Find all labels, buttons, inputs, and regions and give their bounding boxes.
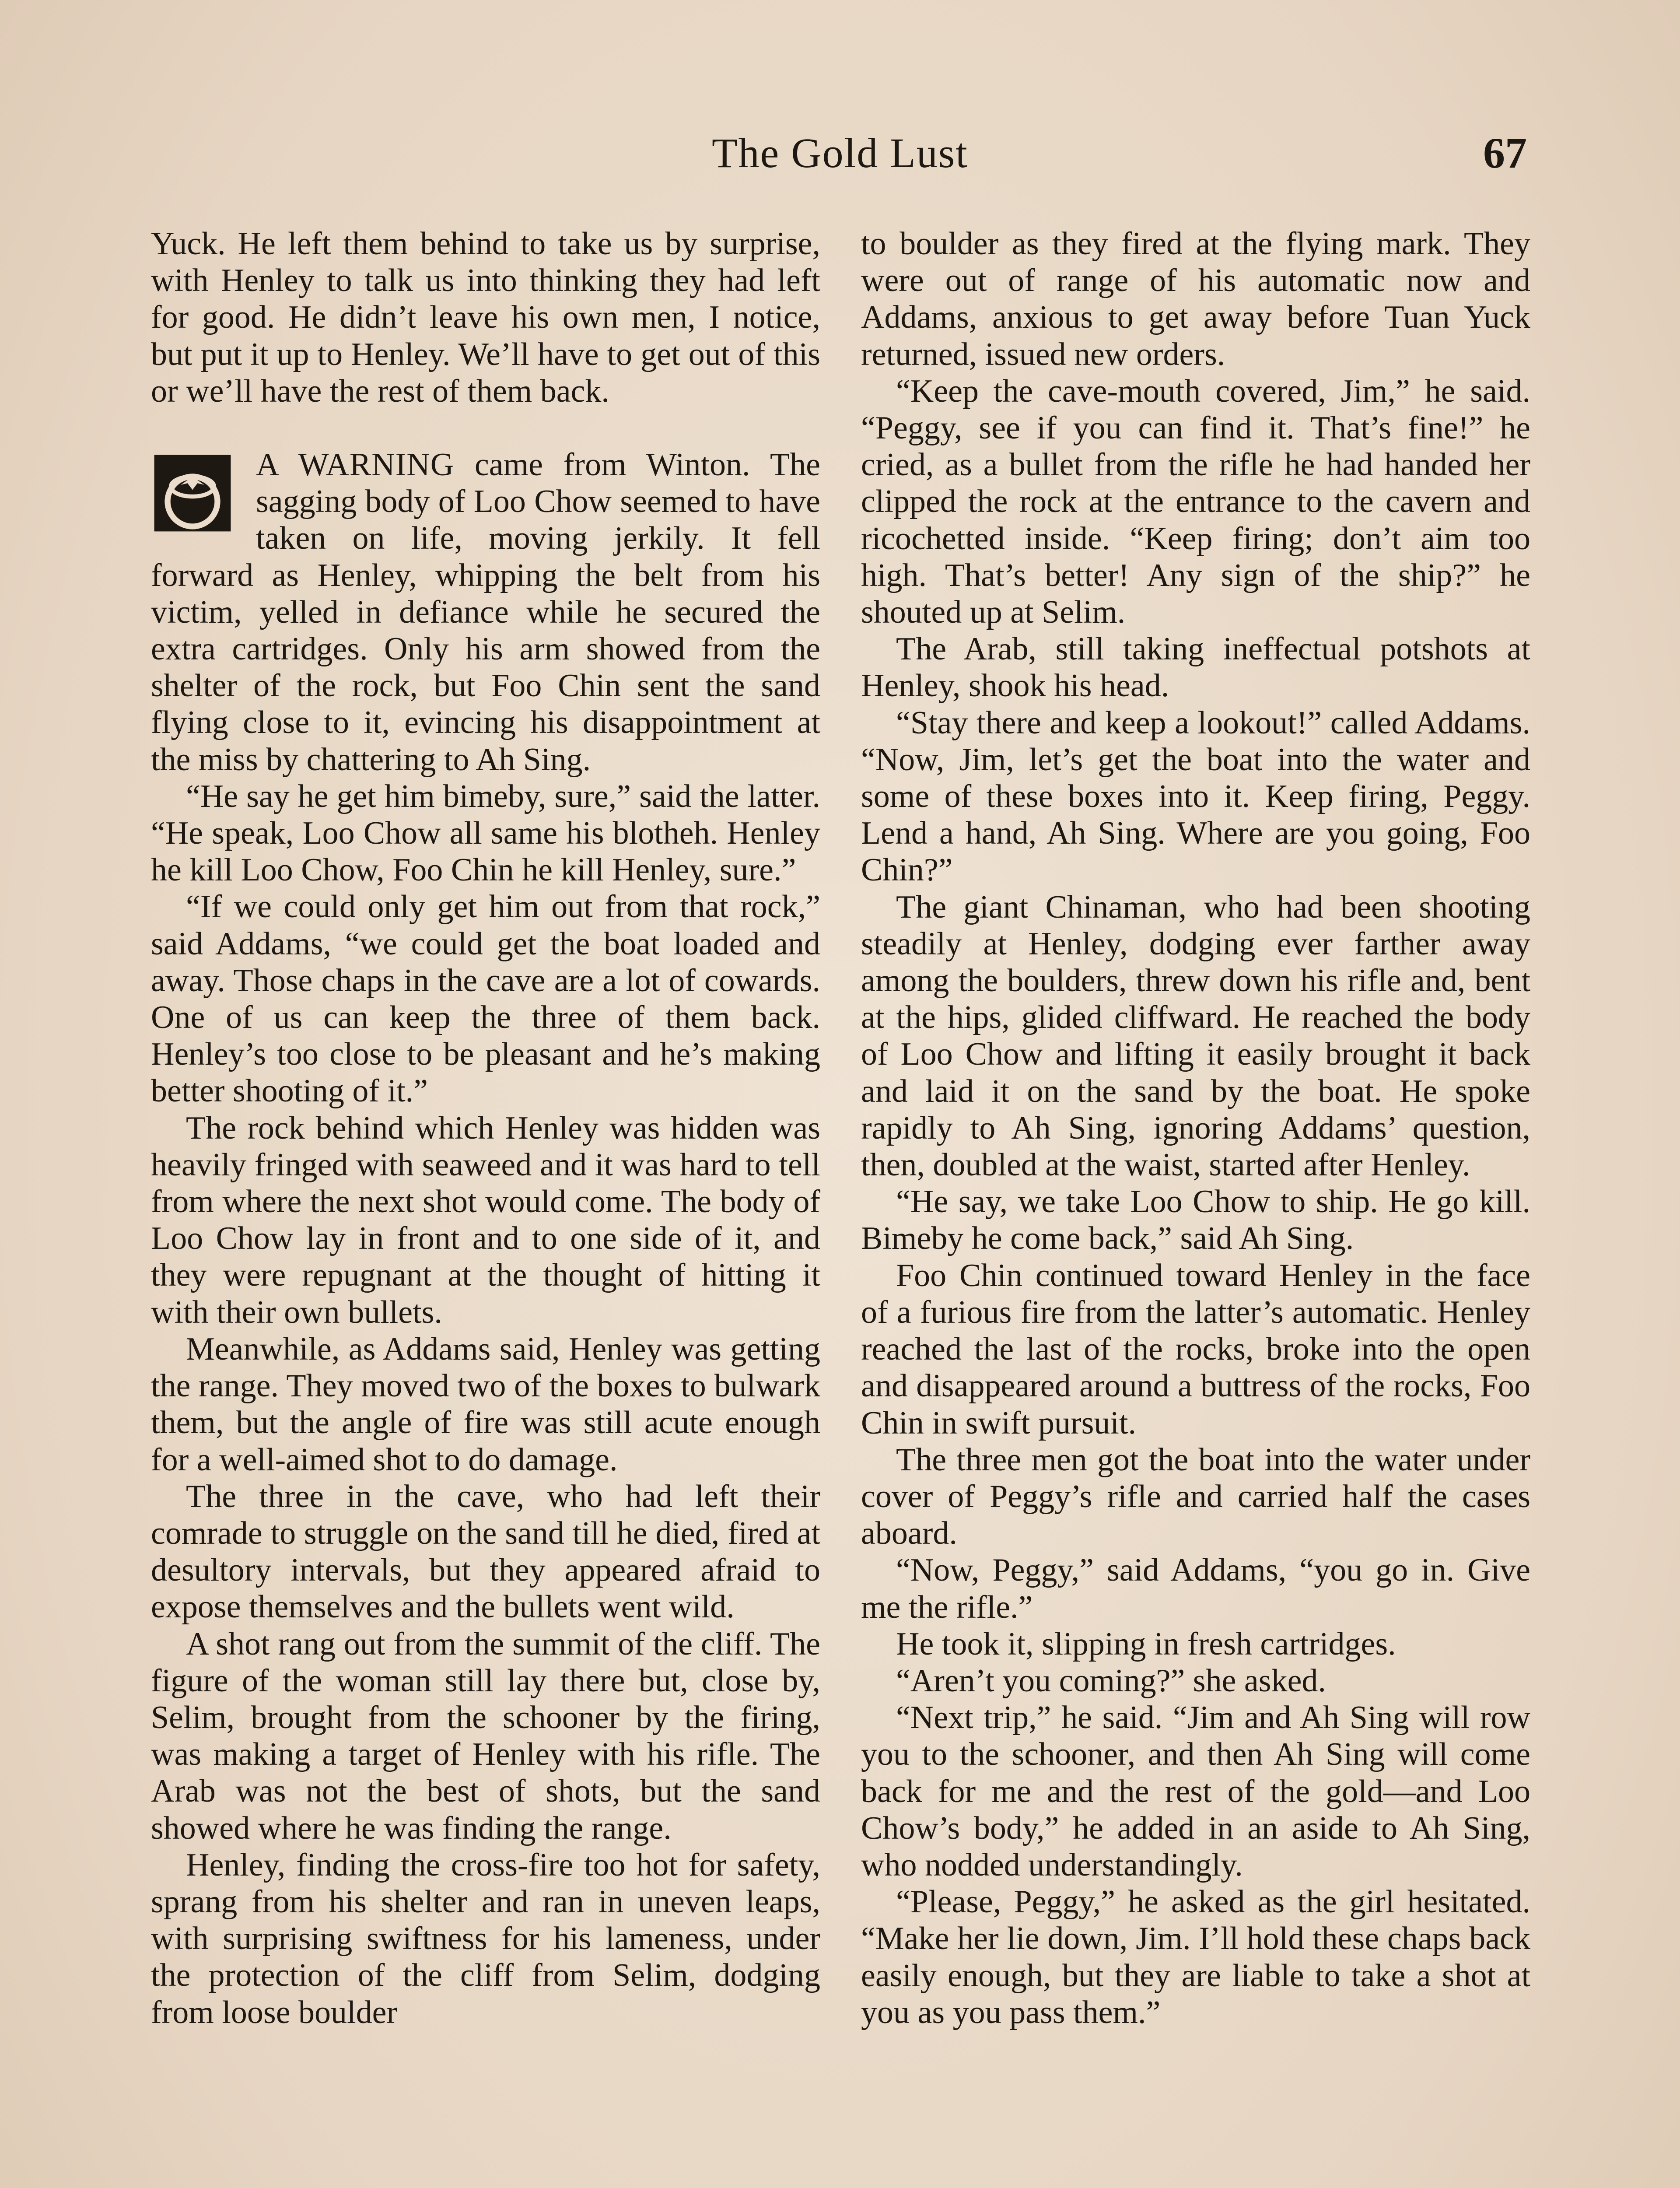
paragraph-text: came from Winton. The sagging body of Loo Chow seemed to have taken on life, moving jerkily. It fell forward as Henley, whipping the belt from his victim, yelled in defiance while he secured the extra cartridges. Only his arm showed from the shelter of the rock, but Foo Chin sent the sand flying close to it, evincing his disappointment at the miss by chattering to Ah Sing. bbox=[151, 447, 820, 778]
ring-ornament-icon bbox=[151, 452, 234, 535]
paragraph: Foo Chin continued toward Henley in the face of a furious fire from the latter’s automatic. Henley reached the last of the rocks, broke into the open and disappeared around a buttress of the rocks, Foo Chin in swift pursuit. bbox=[861, 1257, 1530, 1441]
paragraph: “He say, we take Loo Chow to ship. He go kill. Bimeby he come back,” said Ah Sing. bbox=[861, 1184, 1530, 1257]
running-title: The Gold Lust bbox=[712, 130, 968, 176]
paragraph: to boulder as they fired at the flying mark. They were out of range of his automatic now and Addams, anxious to get away before Tuan Yuck returned, issued new orders. bbox=[861, 226, 1530, 372]
paragraph: “Stay there and keep a lookout!” called Addams. “Now, Jim, let’s get the boat into the water and some of these boxes into it. Keep firing, Peggy. Lend a hand, Ah Sing. Where are you going, Foo Chin?” bbox=[861, 705, 1530, 888]
paragraph bbox=[151, 446, 820, 778]
paragraph: “Keep the cave-mouth covered, Jim,” he said. “Peggy, see if you can find it. That’s fine!” he cried, as a bullet from the rifle he had handed her clipped the rock at the entrance to the cavern and ricochetted inside. “Keep firing; don’t aim too high. That’s better! Any sign of the ship?” he shouted up at Selim. bbox=[861, 373, 1530, 631]
paragraph: “Now, Peggy,” said Addams, “you go in. Give me the rifle.” bbox=[861, 1552, 1530, 1625]
paragraph: Henley, finding the cross-fire too hot for safety, sprang from his shelter and ran in uneven leaps, with surprising swiftness for his lameness, under the protection of the cliff from Selim, dodging from loose boulder bbox=[151, 1847, 820, 2030]
paragraph: “Please, Peggy,” he asked as the girl hesitated. “Make her lie down, Jim. I’ll hold these chaps back easily enough, but they are liable to take a shot at you as you pass them.” bbox=[861, 1884, 1530, 2030]
paragraph: “Aren’t you coming?” she asked. bbox=[896, 1662, 1326, 1699]
left-column bbox=[151, 225, 820, 2031]
paragraph: “If we could only get him out from that rock,” said Addams, “we could get the boat loaded and away. Those chaps in the cave are a lot of cowards. One of us can keep the three of them back. Henley’s too close to be pleasant and he’s making better shooting of it.” bbox=[151, 889, 820, 1109]
dropcap-lead: A WARNING bbox=[256, 447, 455, 483]
paragraph: The giant Chinaman, who had been shooting steadily at Henley, dodging ever farther away among the boulders, threw down his rifle and, bent at the hips, glided cliffward. He reached the body of Loo Chow and lifting it easily brought it back and laid it on the sand by the boat. He spoke rapidly to Ah Sing, ignoring Addams’ question, then, doubled at the waist, started after Henley. bbox=[861, 889, 1530, 1183]
paragraph: Yuck. He left them behind to take us by surprise, with Henley to talk us into thinking they had left for good. He didn’t leave his own men, I notice, but put it up to Henley. We’ll have to get out of this or we’ll have the rest of them back. bbox=[151, 226, 820, 409]
paragraph: A shot rang out from the summit of the cliff. The figure of the woman still lay there but, close by, Selim, brought from the schooner by the firing, was making a target of Henley with his rifle. The Arab was not the best of shots, but the sand showed where he was finding the range. bbox=[151, 1626, 820, 1846]
paragraph: “He say he get him bimeby, sure,” said the latter. “He speak, Loo Chow all same his blotheh. Henley he kill Loo Chow, Foo Chin he kill Henley, sure.” bbox=[151, 778, 820, 888]
paragraph: “Next trip,” he said. “Jim and Ah Sing will row you to the schooner, and then Ah Sing will come back for me and the rest of the gold—and Loo Chow’s body,” he added in an aside to Ah Sing, who nodded understandingly. bbox=[861, 1700, 1530, 1883]
section-break bbox=[151, 410, 820, 446]
paragraph: Meanwhile, as Addams said, Henley was getting the range. They moved two of the boxes to bulwark them, but the angle of fire was still acute enough for a well-aimed shot to do damage. bbox=[151, 1331, 820, 1478]
right-column bbox=[861, 225, 1530, 2031]
paragraph: The Arab, still taking ineffectual potshots at Henley, shook his head. bbox=[861, 631, 1530, 704]
paragraph: The three in the cave, who had left their comrade to struggle on the sand till he died, fired at desultory intervals, but they appeared afraid to expose themselves and the bullets went wild. bbox=[151, 1478, 820, 1625]
paragraph: He took it, slipping in fresh cartridges. bbox=[896, 1626, 1396, 1662]
paragraph: The three men got the boat into the water under cover of Peggy’s rifle and carried half the cases aboard. bbox=[861, 1441, 1530, 1552]
paragraph: The rock behind which Henley was hidden was heavily fringed with seaweed and it was hard to tell from where the next shot would come. The body of Loo Chow lay in front and to one side of it, and they were repugnant at the thought of hitting it with their own bullets. bbox=[151, 1110, 820, 1330]
page-number: 67 bbox=[1483, 129, 1527, 177]
